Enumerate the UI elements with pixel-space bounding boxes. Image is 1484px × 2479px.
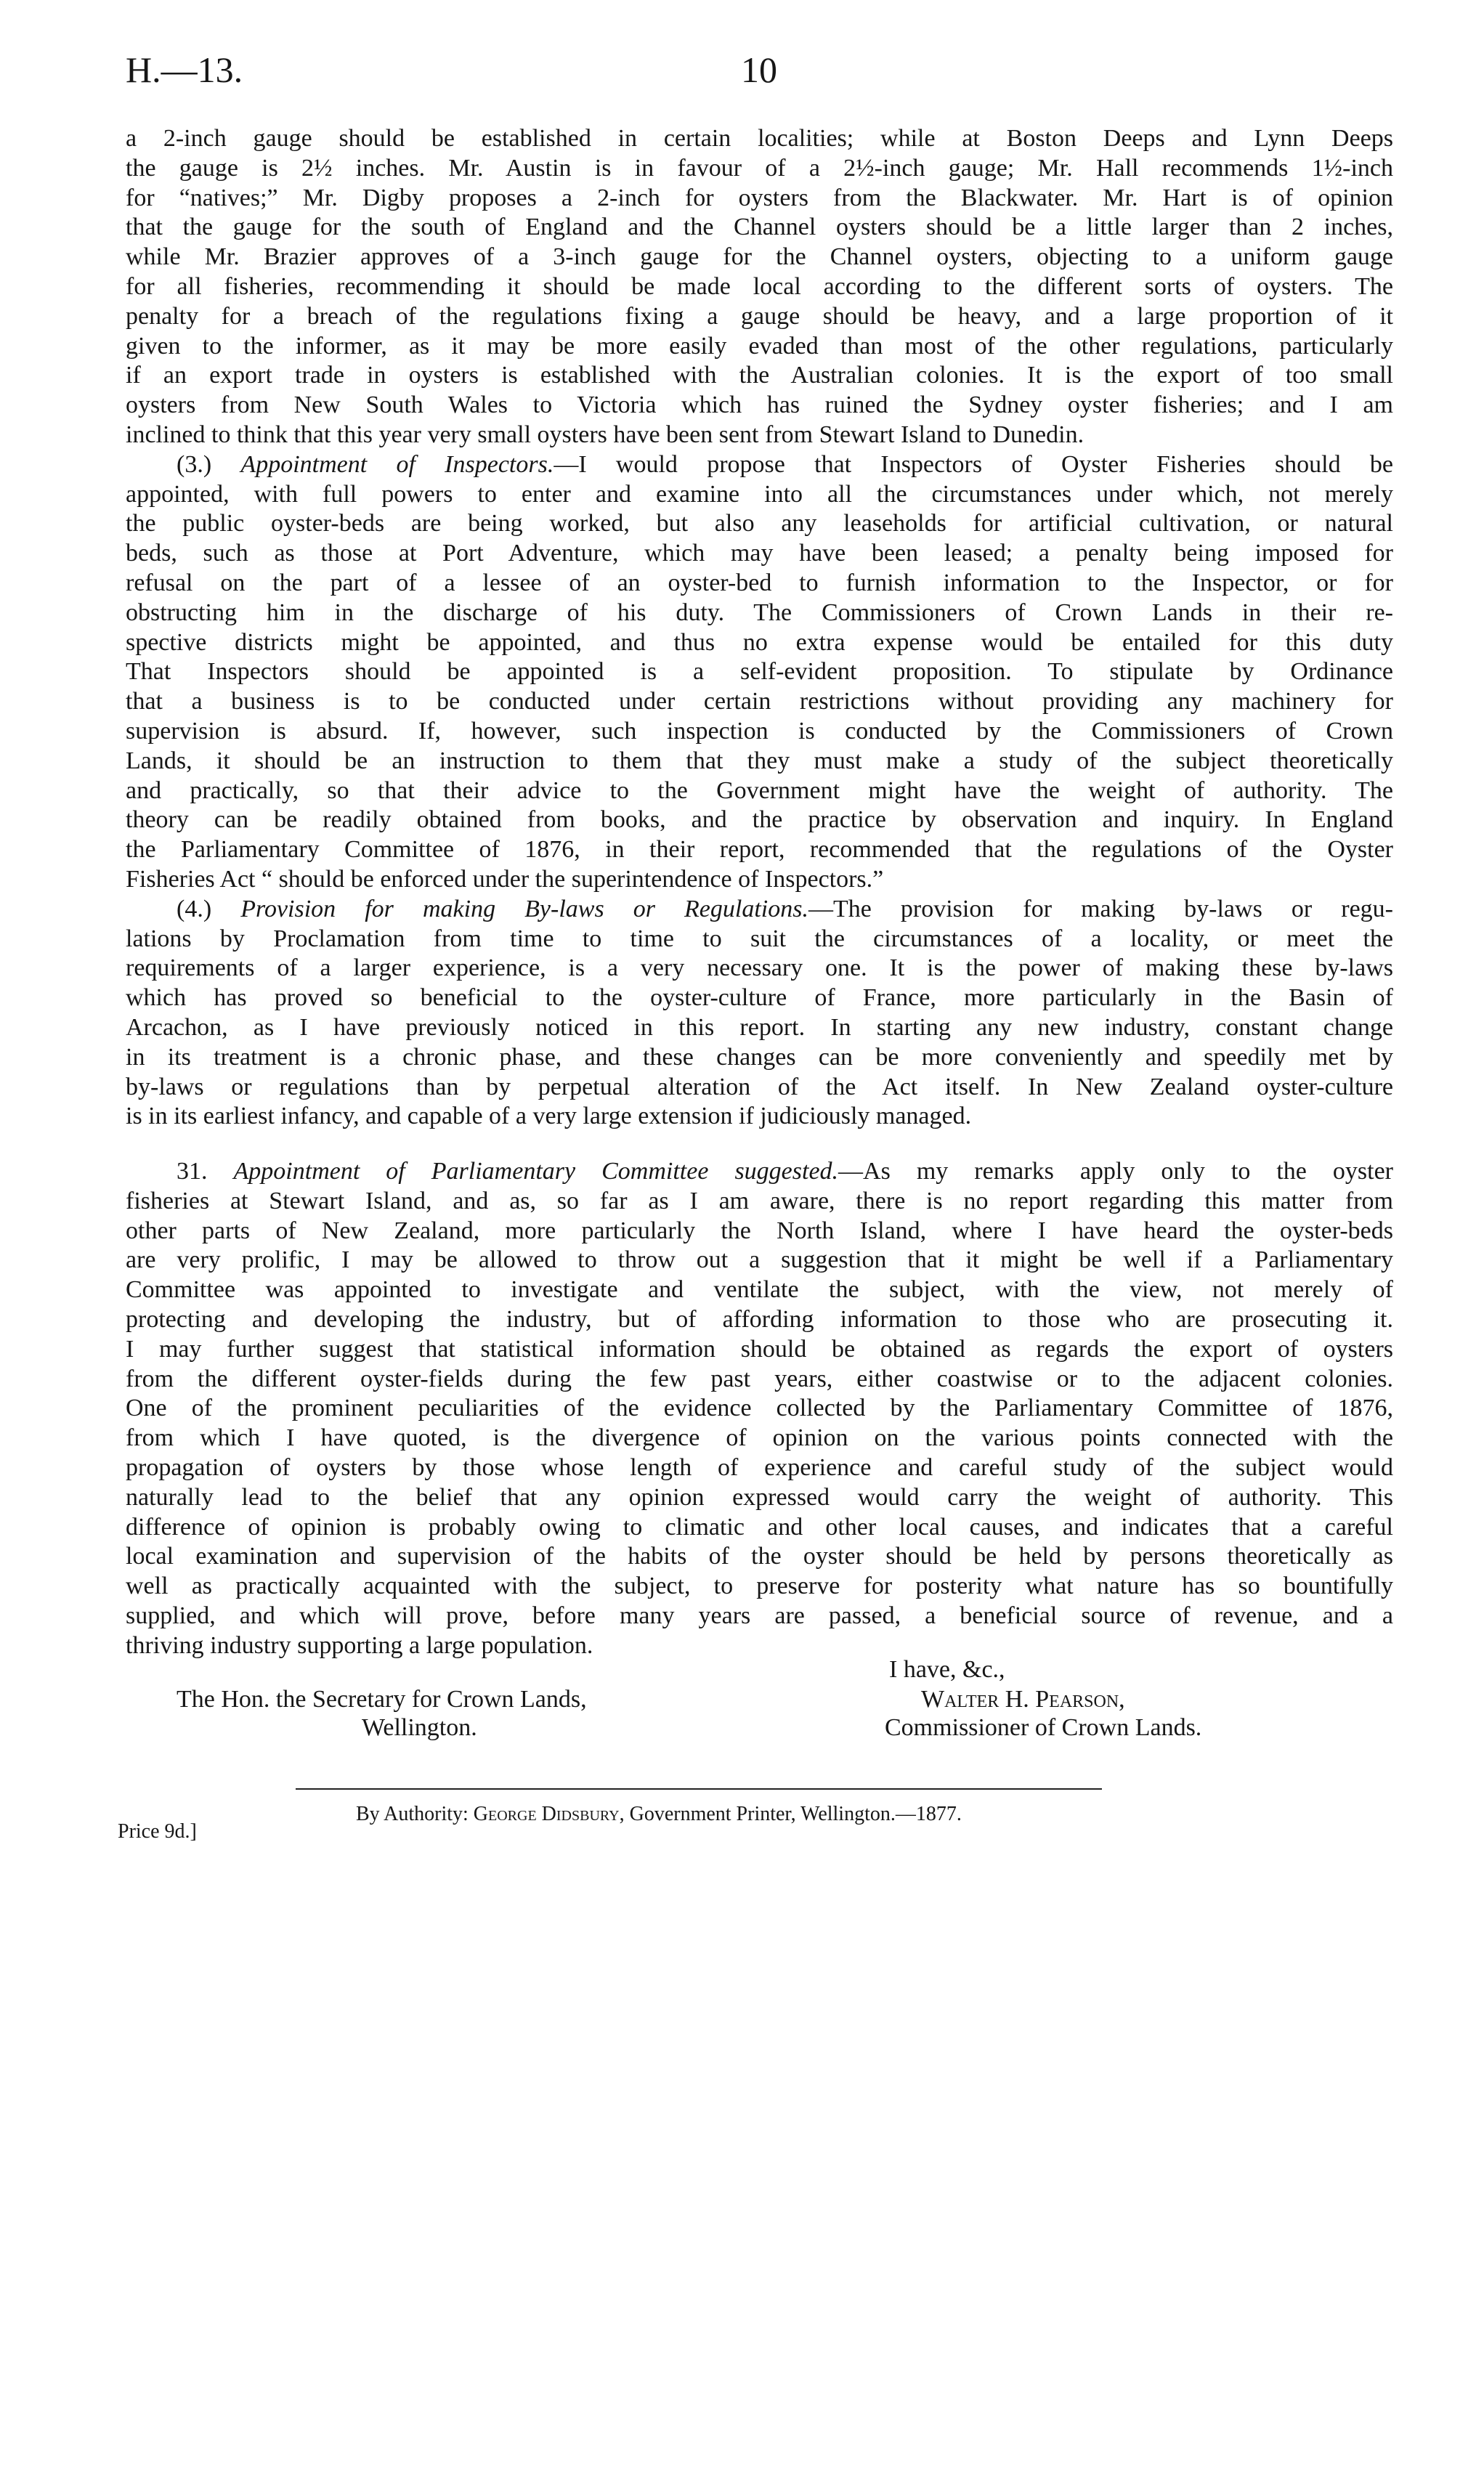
text-line: obstructing him in the discharge of his duty. The Commissioners of Crown Lands in their re- (126, 599, 1393, 626)
signatory-title: Commissioner of Crown Lands. (885, 1714, 1202, 1741)
text-line: Fisheries Act “ should be enforced under the superintendence of Inspectors.” (126, 865, 884, 893)
text-line: from the different oyster-fields during the few past years, either coastwise or to the adjacent colonies. (126, 1365, 1393, 1392)
text-line: while Mr. Brazier approves of a 3-inch gauge for the Channel oysters, objecting to a uniform gauge (126, 243, 1393, 271)
text-line: for all fisheries, recommending it should be made local according to the different sorts of oysters. The (126, 272, 1393, 300)
document-code: H.—13. (126, 49, 243, 90)
text-line: penalty for a breach of the regulations fixing a gauge should be heavy, and a large proportion of it (126, 302, 1393, 330)
text-line: which has proved so beneficial to the oyster-culture of France, more particularly in the Basin of (126, 984, 1393, 1012)
printer-name: George Didsbury (473, 1803, 620, 1825)
price: Price 9d.] (118, 1820, 197, 1843)
text-line: naturally lead to the belief that any opinion expressed would carry the weight of authority. This (126, 1483, 1393, 1511)
text-line: appointed, with full powers to enter and examine into all the circumstances under which, not merely (126, 480, 1393, 508)
text-line: Arcachon, as I have previously noticed in this report. In starting any new industry, constant change (126, 1013, 1393, 1041)
footer-rule (296, 1788, 1102, 1790)
text-line: from which I have quoted, is the divergence of opinion on the various points connected with the (126, 1424, 1393, 1452)
body-text (126, 124, 1393, 1661)
text-line: other parts of New Zealand, more particularly the North Island, where I have heard the oyster-beds (126, 1217, 1393, 1244)
text-line: requirements of a larger experience, is a very necessary one. It is the power of making these by-laws (126, 954, 1393, 982)
text-line: Lands, it should be an instruction to them that they must make a study of the subject theoretically (126, 747, 1393, 774)
section-heading: Appointment of Parliamentary Committee suggested. (233, 1158, 839, 1185)
paragraph (126, 895, 1393, 1132)
text-line: in its treatment is a chronic phase, and these changes can be more conveniently and speedily met by (126, 1043, 1393, 1071)
imprint (356, 1800, 962, 1829)
text-line: Committee was appointed to investigate and ventilate the subject, with the view, not merely of (126, 1276, 1393, 1304)
page-number: 10 (741, 49, 777, 90)
section-heading: Appointment of Inspectors. (240, 450, 554, 478)
text-line: refusal on the part of a lessee of an oyster-bed to furnish information to the Inspector, or for (126, 569, 1393, 596)
text-line: the public oyster-beds are being worked, but also any leaseholds for artificial cultivation, or natural (126, 510, 1393, 537)
text-line: a 2-inch gauge should be established in certain localities; while at Boston Deeps and Lynn Deeps (126, 125, 1393, 152)
text-line: protecting and developing the industry, but of affording information to those who are prosecuting it. (126, 1306, 1393, 1334)
text-line: beds, such as those at Port Adventure, which may have been leased; a penalty being imposed for (126, 540, 1393, 567)
text-line: supervision is absurd. If, however, such inspection is conducted by the Commissioners of Crown (126, 717, 1393, 744)
text-line: fisheries at Stewart Island, and as, so far as I am aware, there is no report regarding this matter from (126, 1187, 1393, 1214)
text-line: for “natives;” Mr. Digby proposes a 2-inch for oysters from the Blackwater. Mr. Hart is of opinion (126, 184, 1393, 211)
text-line: spective districts might be appointed, and thus no extra expense would be entailed for this duty (126, 628, 1393, 656)
signatory: Walter H. Pearson, (921, 1686, 1125, 1713)
text-line: if an export trade in oysters is established with the Australian colonies. It is the export of too small (126, 362, 1393, 389)
paragraph (126, 124, 1393, 450)
text-line: the Parliamentary Committee of 1876, in their report, recommended that the regulations of the Oyster (126, 836, 1393, 864)
imprint-suffix: , Government Printer, Wellington.—1877. (619, 1803, 962, 1825)
text-line: and practically, so that their advice to the Government might have the weight of authority. The (126, 776, 1393, 804)
text-line: by-laws or regulations than by perpetual alteration of the Act itself. In New Zealand oyster-culture (126, 1073, 1393, 1100)
text-line: that the gauge for the south of England and the Channel oysters should be a little larger than 2 inches, (126, 214, 1393, 241)
text-line: That Inspectors should be appointed is a self-evident proposition. To stipulate by Ordinance (126, 658, 1393, 686)
text-line: well as practically acquainted with the subject, to preserve for posterity what nature has so bountifully (126, 1573, 1393, 1600)
text-line: (4.) Provision for making By-laws or Regulations.—The provision for making by-laws or regu- (177, 895, 1393, 922)
text-line: inclined to think that this year very small oysters have been sent from Stewart Island to Dunedin. (126, 421, 1084, 448)
addressee-place: Wellington. (362, 1714, 477, 1741)
text-line: One of the prominent peculiarities of the evidence collected by the Parliamentary Committee of 1876, (126, 1395, 1393, 1422)
text-line: the gauge is 2½ inches. Mr. Austin is in favour of a 2½-inch gauge; Mr. Hall recommends 1½-inch (126, 154, 1393, 182)
text-line: 31. Appointment of Parliamentary Committee suggested.—As my remarks apply only to the oyster (177, 1158, 1393, 1185)
text-line: that a business is to be conducted under certain restrictions without providing any machinery for (126, 688, 1393, 715)
text-line: propagation of oysters by those whose length of experience and careful study of the subject would (126, 1454, 1393, 1482)
text-line: thriving industry supporting a large population. (126, 1631, 593, 1659)
text-line: supplied, and which will prove, before many years are passed, a beneficial source of revenue, and a (126, 1602, 1393, 1630)
text-line: given to the informer, as it may be more easily evaded than most of the other regulations, particularly (126, 332, 1393, 360)
imprint-prefix: By Authority: (356, 1803, 474, 1825)
addressee: The Hon. the Secretary for Crown Lands, (177, 1686, 587, 1713)
text-line: (3.) Appointment of Inspectors.—I would propose that Inspectors of Oyster Fisheries should be (177, 450, 1393, 478)
text-line: local examination and supervision of the habits of the oyster should be held by persons theoretically as (126, 1543, 1393, 1570)
text-line: theory can be readily obtained from books, and the practice by observation and inquiry. In England (126, 806, 1393, 834)
salutation: I have, &c., (889, 1656, 1005, 1683)
section-heading: Provision for making By-laws or Regulations. (240, 895, 808, 922)
text-line: difference of opinion is probably owing to climatic and other local causes, and indicates that a careful (126, 1513, 1393, 1541)
text-line: oysters from New South Wales to Victoria which has ruined the Sydney oyster fisheries; and I am (126, 391, 1393, 419)
paragraph (126, 450, 1393, 895)
text-line: I may further suggest that statistical information should be obtained as regards the export of oysters (126, 1335, 1393, 1363)
paragraph (126, 1157, 1393, 1661)
text-line: lations by Proclamation from time to time to suit the circumstances of a locality, or meet the (126, 925, 1393, 952)
text-line: are very prolific, I may be allowed to throw out a suggestion that it might be well if a Parliamentary (126, 1246, 1393, 1274)
text-line: is in its earliest infancy, and capable of a very large extension if judiciously managed. (126, 1103, 972, 1130)
